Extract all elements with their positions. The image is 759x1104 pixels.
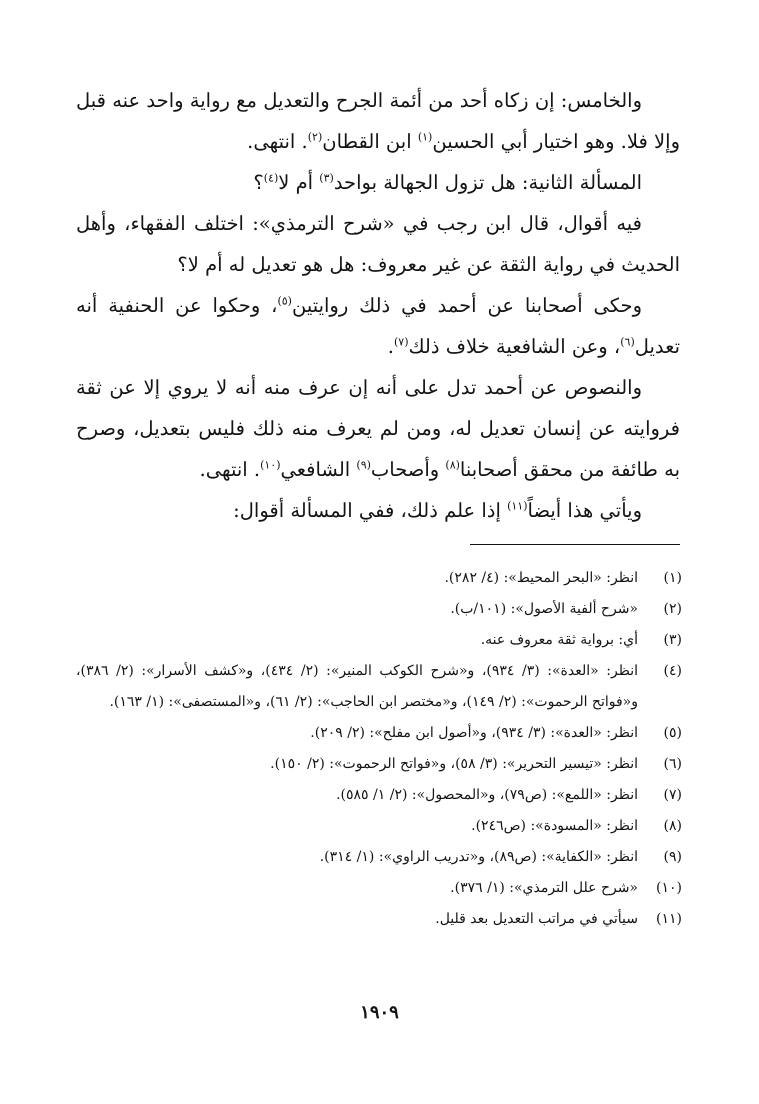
footnote-ref: (٢) [307,130,323,144]
footnote [76,749,682,780]
footnote-number: (٨) [663,818,682,834]
paragraph-4: وحكى أصحابنا عن أحمد في ذلك روايتين$^{(٥)}$، وحكوا عن الحنفية أنه تعديل$^{(٦)}$، وعن الشافعية خلاف ذلك$^{(٧)}$. [76,294,680,358]
paragraph-6: ويأتي هذا أيضاً$^{(١١)}$ إذا علم ذلك، ففي المسألة أقوال: [233,499,642,522]
footnote-ref: (٧) [393,335,409,349]
footnote-text: سيأتي في مراتب التعديل بعد قليل. [435,911,638,927]
footnote-text: انظر: «المسودة»: (ص٢٤٦). [471,818,638,834]
footnote-number: (٩) [663,849,682,865]
footnote [76,842,682,873]
footnote-number: (١) [663,570,682,586]
footnote [76,811,682,842]
footnote [76,594,682,625]
footnote-number: (٧) [663,787,682,803]
footnote-number: (١٠) [656,880,682,896]
footnote-ref: (٤) [263,171,279,185]
footnote-number: (٢) [663,601,682,617]
footnote-text: انظر: «العدة»: (٣/ ٩٣٤)، و«أصول ابن مفلح»: (٢/ ٢٠٩). [310,725,638,741]
footnote-ref: (٣) [319,171,334,185]
footnotes [76,563,682,935]
footnote-number: (٤) [663,663,682,679]
footnote-text: أي: برواية ثقة معروف عنه. [480,632,638,648]
footnote-ref: (٩) [356,458,371,472]
footnote-text: انظر: «البحر المحيط»: (٤/ ٢٨٢). [444,570,638,586]
paragraph-1: والخامس: إن زكاه أحد من أئمة الجرح والتعديل مع رواية واحد عنه قبل وإلا فلا. وهو اختيار أبي الحسين$^{(١)}$ ابن القطان$^{(٢)}$. انتهى. [76,89,680,153]
footnote [76,873,682,904]
footnote-ref: (١) [417,130,433,144]
footnote-text: انظر: «تيسير التحرير»: (٣/ ٥٨)، و«فواتح الرحموت»: (٢/ ١٥٠). [270,756,638,772]
footnote-separator [470,544,680,545]
footnote-number: (٦) [663,756,682,772]
footnote-text: انظر: «الكفاية»: (ص٨٩)، و«تدريب الراوي»: (١/ ٣١٤). [319,849,638,865]
footnote-text: «شرح علل الترمذي»: (١/ ٣٧٦). [450,880,638,896]
footnote-ref: (٥) [277,294,292,308]
paragraph-3: فيه أقوال، قال ابن رجب في «شرح الترمذي»: اختلف الفقهاء، وأهل الحديث في رواية الثقة عن غير معروف: هل هو تعديل له أم لا؟ [76,212,680,276]
footnote-text: انظر: «اللمع»: (ص٧٩)، و«المحصول»: (٢/ ١/ ٥٨٥). [336,787,638,803]
page-number: ١٩٠٩ [360,1002,399,1023]
footnote-number: (٥) [663,725,682,741]
footnote-number: (٣) [663,632,682,648]
footnote [76,625,682,656]
paragraph-5: والنصوص عن أحمد تدل على أنه إن عرف منه أنه لا يروي إلا عن ثقة فروايته عن إنسان تعديل له، ومن لم يعرف منه ذلك فليس بتعديل، وصرح به طائفة من محقق أصحابنا$^{(٨)}$ وأصحاب$^{(٩)}$ الشافعي$^{(١٠)}$. انتهى. [76,376,680,481]
footnote-ref: (٦) [620,335,635,349]
footnote-text: «شرح ألفية الأصول»: (١٠١/ب). [450,601,638,617]
footnote-text: انظر: «العدة»: (٣/ ٩٣٤)، و«شرح الكوكب المنير»: (٢/ ٤٣٤)، و«كشف الأسرار»: (٢/ ٣٨٦)، و«فواتح الرحموت»: (٢/ ١٤٩)، و«مختصر ابن الحاجب»: (٢/ ٦١)، و«المستصفى»: (١/ ١٦٣). [76,663,638,710]
footnote [76,563,682,594]
footnote [76,718,682,749]
footnote-ref: (١٠) [260,458,281,472]
footnote [76,656,682,718]
footnote [76,904,682,935]
footnote [76,780,682,811]
footnote-ref: (١١) [507,499,528,513]
footnote-ref: (٨) [445,458,460,472]
main-text [76,80,680,531]
footnote-number: (١١) [656,911,682,927]
paragraph-2: المسألة الثانية: هل تزول الجهالة بواحد$^{(٣)}$ أم لا$^{(٤)}$؟ [253,171,642,194]
